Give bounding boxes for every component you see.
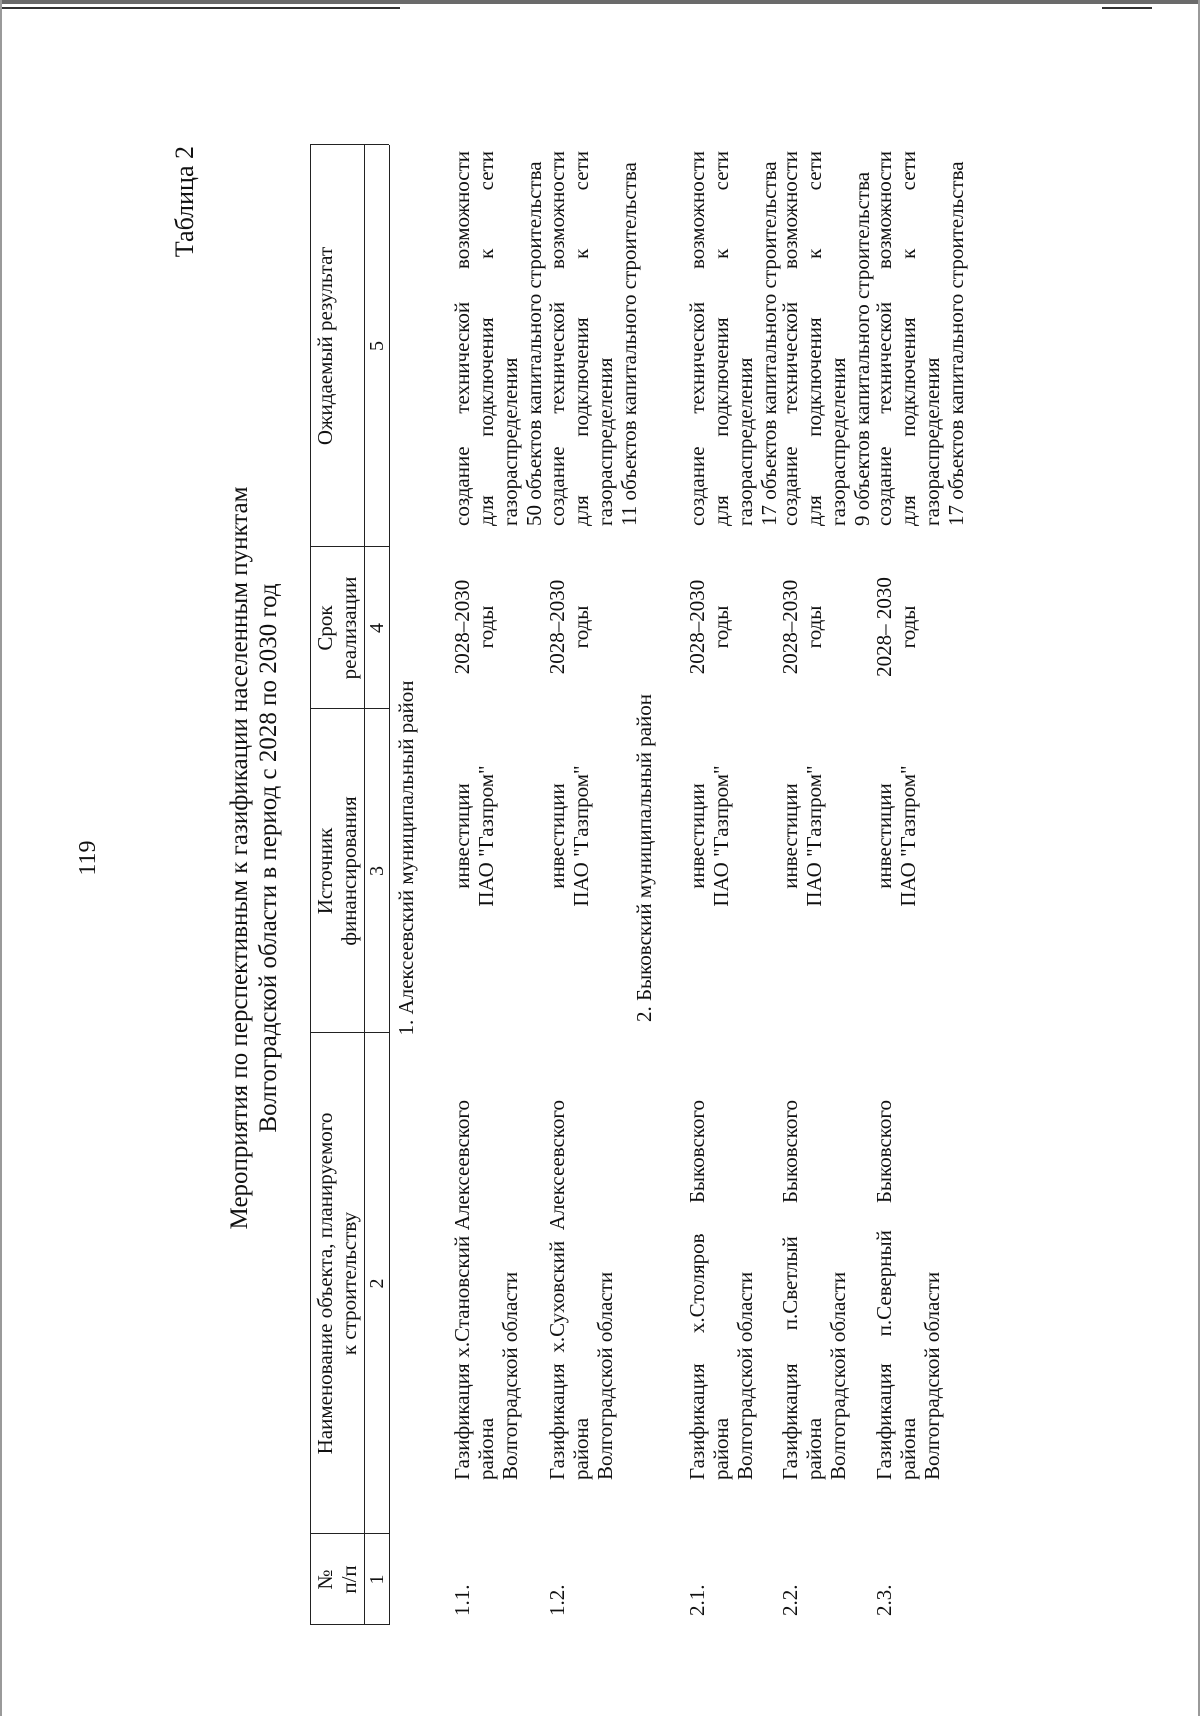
page-number: 119 bbox=[75, 840, 101, 876]
result-line: создание технической возможности bbox=[778, 151, 802, 526]
funding-line: инвестиции bbox=[872, 783, 896, 889]
term-line: годы bbox=[569, 605, 593, 649]
row-number: 2.3. bbox=[872, 1584, 896, 1616]
row-number: 1.2. bbox=[545, 1584, 569, 1616]
header-line: финансирования bbox=[337, 796, 361, 946]
object-name bbox=[450, 1100, 522, 1480]
term-line: годы bbox=[474, 605, 498, 649]
term-line: 2028–2030 bbox=[545, 579, 569, 675]
header-line: к строительству bbox=[337, 1211, 361, 1356]
expected-result bbox=[545, 151, 641, 526]
table-label: Таблица 2 bbox=[170, 146, 199, 258]
column-number: 3 bbox=[366, 866, 388, 876]
funding-line: ПАО "Газпром" bbox=[896, 765, 920, 907]
term-line: 2028–2030 bbox=[685, 579, 709, 675]
result-line: 17 объектов капитального строительства bbox=[944, 161, 968, 526]
header-term bbox=[313, 547, 361, 709]
funding-line: ПАО "Газпром" bbox=[709, 765, 733, 907]
term-line: 2028–2030 bbox=[450, 579, 474, 675]
term bbox=[778, 562, 826, 692]
header-bottom-border bbox=[364, 145, 365, 1625]
column-numbers-bottom-border bbox=[389, 145, 390, 1625]
term-line: годы bbox=[802, 605, 826, 649]
row-number: 2.2. bbox=[778, 1584, 802, 1616]
result-line: для подключения к сети газораспределения bbox=[569, 151, 617, 526]
result-line: создание технической возможности bbox=[545, 151, 569, 526]
section-title: 1. Алексеевский муниципальный район bbox=[394, 680, 418, 1036]
object-name-line: Волгоградской области bbox=[733, 1271, 757, 1480]
term-line: 2028–2030 bbox=[778, 579, 802, 675]
object-name bbox=[778, 1100, 850, 1480]
funding-line: ПАО "Газпром" bbox=[802, 765, 826, 907]
result-line: 17 объектов капитального строительства bbox=[757, 161, 781, 526]
header-object-name bbox=[313, 1033, 361, 1534]
expected-result bbox=[872, 151, 968, 526]
object-name-line: Волгоградской области bbox=[920, 1271, 944, 1480]
funding-source bbox=[545, 716, 593, 956]
funding-line: инвестиции bbox=[778, 783, 802, 889]
result-line: создание технической возможности bbox=[872, 151, 896, 526]
result-line: для подключения к сети газораспределения bbox=[709, 151, 757, 526]
title-line-2: Волгоградской области в период с 2028 по 2030 год bbox=[255, 583, 282, 1133]
object-name-line: Газификация х.Становский Алексеевского района bbox=[450, 1100, 498, 1480]
term bbox=[872, 562, 920, 692]
object-name bbox=[545, 1100, 617, 1480]
term-line: 2028– 2030 bbox=[872, 577, 896, 677]
expected-result bbox=[450, 151, 546, 526]
funding-line: ПАО "Газпром" bbox=[474, 765, 498, 907]
term bbox=[545, 562, 593, 692]
object-name-line: Газификация х.Суховский Алексеевского района bbox=[545, 1100, 593, 1480]
header-line: реализации bbox=[337, 576, 361, 680]
header-line: Наименование объекта, планируемого bbox=[313, 1112, 337, 1455]
table-top-border bbox=[310, 145, 311, 1625]
column-number: 4 bbox=[366, 623, 388, 633]
column-number: 1 bbox=[366, 1574, 388, 1585]
object-name-line: Газификация п.Северный Быковского района bbox=[872, 1100, 920, 1480]
funding-line: ПАО "Газпром" bbox=[569, 765, 593, 907]
term bbox=[685, 562, 733, 692]
section-title: 2. Быковский муниципальный район bbox=[632, 693, 656, 1023]
object-name bbox=[872, 1100, 944, 1480]
expected-result bbox=[778, 151, 874, 526]
object-name bbox=[685, 1100, 757, 1480]
result-line: 50 объектов капитального строительства bbox=[522, 161, 546, 526]
header-expected-result bbox=[313, 145, 337, 547]
result-line: создание технической возможности bbox=[450, 151, 474, 526]
funding-source bbox=[450, 716, 498, 956]
term bbox=[450, 562, 498, 692]
object-name-line: Волгоградской области bbox=[593, 1271, 617, 1480]
title-line-1: Мероприятия по перспективным к газификации населенным пунктам bbox=[226, 486, 253, 1230]
funding-source bbox=[872, 716, 920, 956]
funding-source bbox=[778, 716, 826, 956]
result-line: создание технической возможности bbox=[685, 151, 709, 526]
funding-line: инвестиции bbox=[450, 783, 474, 889]
header-line: Ожидаемый результат bbox=[313, 246, 337, 446]
row-number: 1.1. bbox=[450, 1584, 474, 1616]
result-line: для подключения к сети газораспределения bbox=[474, 151, 522, 526]
header-funding-source bbox=[313, 709, 361, 1033]
term-line: годы bbox=[709, 605, 733, 649]
header-line: № bbox=[313, 1569, 337, 1590]
term-line: годы bbox=[896, 605, 920, 649]
result-line: 9 объектов капитального строительства bbox=[850, 171, 874, 526]
funding-line: инвестиции bbox=[545, 783, 569, 889]
result-line: для подключения к сети газораспределения bbox=[896, 151, 944, 526]
result-line: для подключения к сети газораспределения bbox=[802, 151, 850, 526]
page-title bbox=[225, 0, 283, 1716]
row-number: 2.1. bbox=[685, 1584, 709, 1616]
header-line: Срок bbox=[313, 605, 337, 651]
header-line: п/п bbox=[337, 1565, 361, 1594]
funding-line: инвестиции bbox=[685, 783, 709, 889]
header-number bbox=[313, 1534, 361, 1625]
object-name-line: Газификация х.Столяров Быковского района bbox=[685, 1100, 733, 1480]
expected-result bbox=[685, 151, 781, 526]
object-name-line: Газификация п.Светлый Быковского района bbox=[778, 1100, 826, 1480]
object-name-line: Волгоградской области bbox=[826, 1271, 850, 1480]
header-line: Источник bbox=[313, 827, 337, 915]
column-number: 5 bbox=[366, 341, 388, 351]
object-name-line: Волгоградской области bbox=[498, 1271, 522, 1480]
funding-source bbox=[685, 716, 733, 956]
column-number: 2 bbox=[366, 1278, 388, 1289]
result-line: 11 объектов капитального строительства bbox=[617, 162, 641, 526]
